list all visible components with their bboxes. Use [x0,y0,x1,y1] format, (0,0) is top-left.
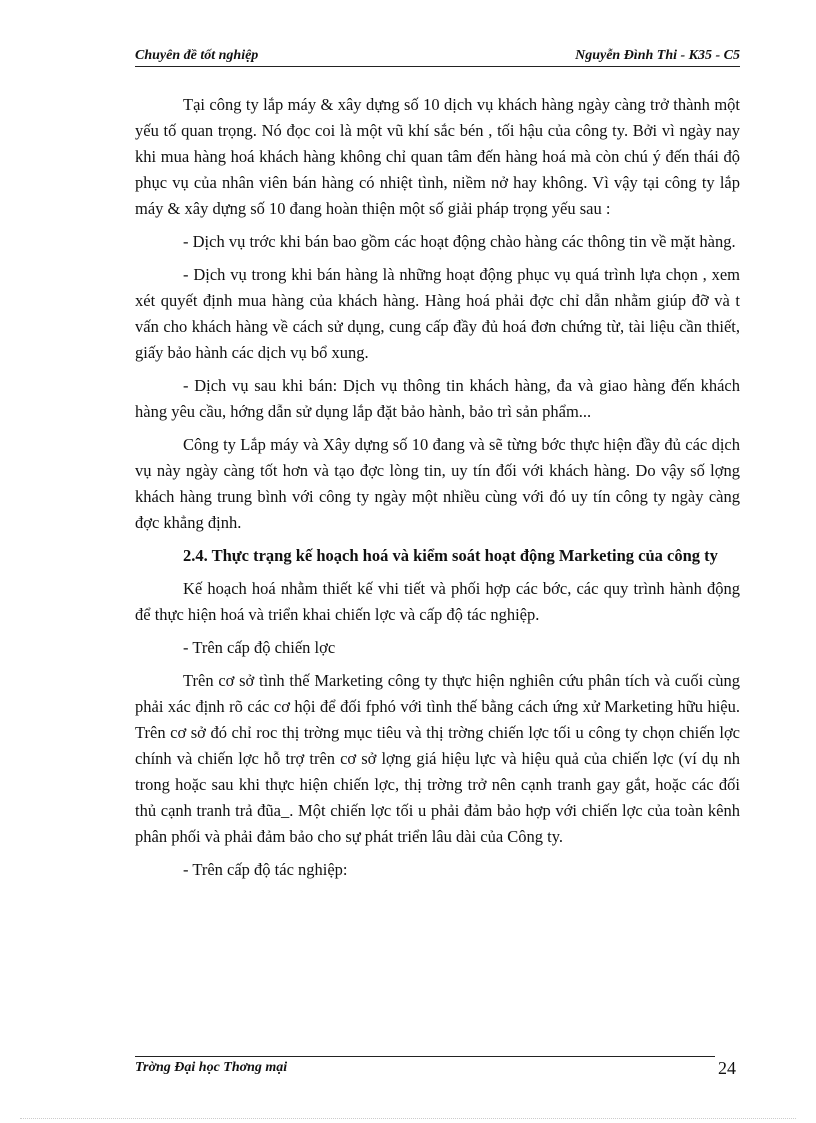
footer-rule [135,1056,715,1057]
paragraph-during-sale: - Dịch vụ trong khi bán hàng là những hoạt động phục vụ quá trình lựa chọn , xem xét quyết định mua hàng của khách hàng. Hàng hoá phải đợc chỉ dẫn nhằm giúp đỡ và t vấn cho khách hàng về cách sử dụng, cung cấp đầy đủ hoá đơn chứng từ, tài liệu cần thiết, giấy bảo hành các dịch vụ bổ xung. [135,265,740,362]
header-title: Chuyên đề tốt nghiệp [135,48,259,63]
footer-school: Trờng Đại học Thơng mại [135,1060,288,1075]
paragraph-planning: Kế hoạch hoá nhằm thiết kế vhi tiết và phối hợp các bớc, các quy trình hành động để thực hiện hoá và triển khai chiến lợc và cấp độ tác nghiệp. [135,579,740,624]
page-header [135,48,740,66]
paragraph-pre-sale: - Dịch vụ trớc khi bán bao gồm các hoạt động chào hàng các thông tin về mặt hàng. [183,232,736,251]
page-body [135,92,740,890]
paragraph-operation-level: - Trên cấp độ tác nghiệp: [183,860,348,879]
header-rule [135,66,740,67]
paragraph-after-sale: - Dịch vụ sau khi bán: Dịch vụ thông tin khách hàng, đa và giao hàng đến khách hàng yêu cầu, hớng dẫn sử dụng lắp đặt bảo hành, bảo trì sản phẩm... [135,376,740,421]
header-author: Nguyễn Đình Thi - K35 - C5 [575,48,740,63]
paragraph-company-services: Công ty Lắp máy và Xây dựng số 10 đang và sẽ từng bớc thực hiện đầy đủ các dịch vụ này ngày càng tốt hơn và tạo đợc lòng tin, uy tín đối với khách hàng. Do vậy số lợng khách hàng trung bình với công ty ngày một nhiều cùng với đó uy tín công ty ngày càng đợc khẳng định. [135,435,740,532]
page-border [20,1118,796,1119]
page-number: 24 [718,1058,736,1078]
paragraph-intro: Tại công ty lắp máy & xây dựng số 10 dịch vụ khách hàng ngày càng trở thành một yếu tố quan trọng. Nó đọc coi là một vũ khí sắc bén , tối hậu của công ty. Bởi vì ngày nay khi mua hàng hoá khách hàng không chỉ quan tâm đến hàng hoá mà còn chú ý đến thái độ phục vụ của nhân viên bán hàng có nhiệt tình, niềm nở hay không. Vì vậy tại công ty lắp máy & xây dựng số 10 đang hoàn thiện một số giải pháp trọng yếu sau : [135,95,740,218]
paragraph-strategy-level: - Trên cấp độ chiến lợc [183,638,336,657]
paragraph-strategy-detail: Trên cơ sở tình thế Marketing công ty thực hiện nghiên cứu phân tích và cuối cùng phải xác định rõ các cơ hội để đối fphó với tình thế bằng cách ứng xử Marketing hữu hiệu. Trên cơ sở đó chỉ roc thị trờng mục tiêu và thị trờng chiến lợc tối u công ty chọn chiến lợc chính và chiến lợc hỗ trợ trên cơ sở lợng giá hiệu lực và hiệu quả của chiến lợc (ví dụ nh trong hoặc sau khi thực hiện chiến lợc, thị trờng trở nên cạnh tranh gay gắt, hoặc các đối thủ cạnh tranh trả đũa_. Một chiến lợc tối u phải đảm bảo hợp với chiến lợc của toàn kênh phân phối và phải đảm bảo cho sự phát triển lâu dài của Công ty. [135,671,740,846]
section-heading: 2.4. Thực trạng kế hoạch hoá và kiểm soát hoạt động Marketing của công ty [183,546,718,565]
